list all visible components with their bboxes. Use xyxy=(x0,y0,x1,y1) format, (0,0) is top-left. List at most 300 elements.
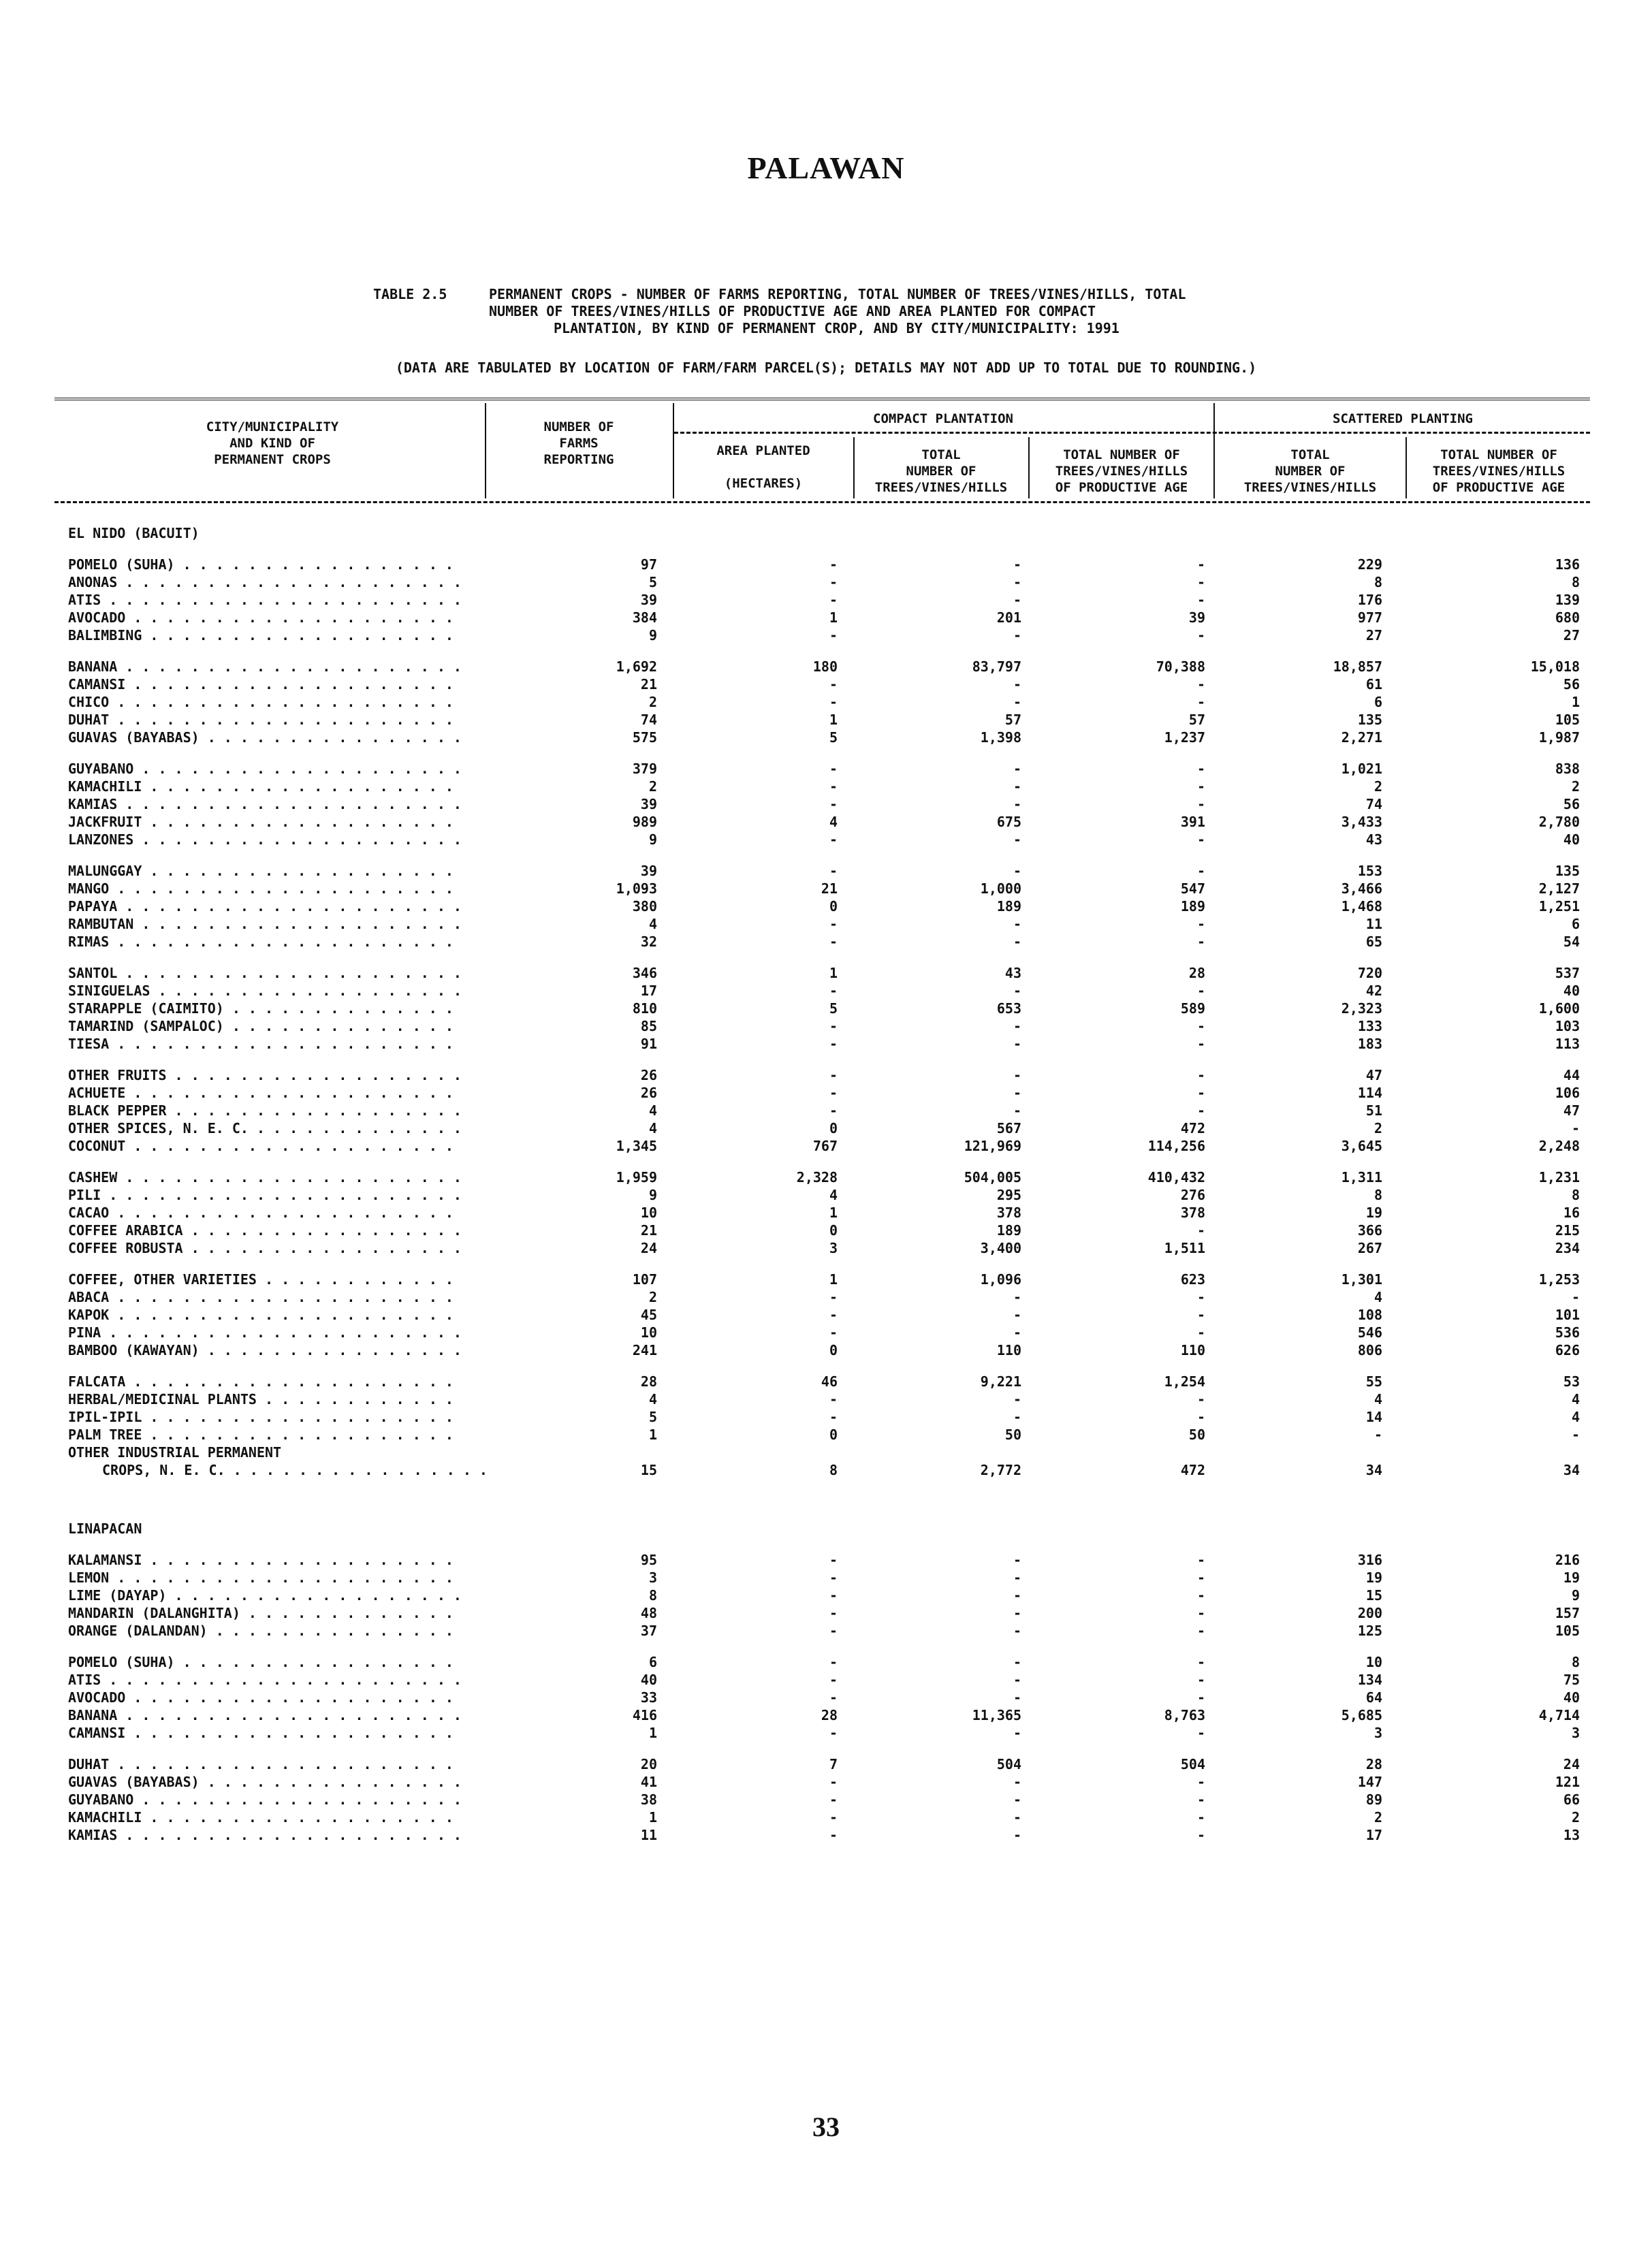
table-cell: 2,328 xyxy=(796,1169,838,1185)
crop-name: PALM TREE . . . xyxy=(68,1426,463,1444)
table-title-line: PERMANENT CROPS - NUMBER OF FARMS REPORTING, TOTAL NUMBER OF TREES/VINES/HILLS, TOTAL xyxy=(489,286,1186,302)
table-cell: - xyxy=(829,556,838,573)
table-cell: - xyxy=(1013,1791,1021,1808)
table-cell: 379 xyxy=(632,761,657,777)
table-cell: 1,251 xyxy=(1538,898,1580,914)
table-cell: 1 xyxy=(829,965,838,981)
table-cell: 3,400 xyxy=(980,1240,1021,1256)
section-name: EL NIDO (BACUIT) xyxy=(68,525,200,541)
table-row xyxy=(0,1000,1652,1017)
header-text: TREES/VINES/HILLS xyxy=(1432,464,1566,479)
table-row xyxy=(0,1119,1652,1137)
table-cell: 15 xyxy=(640,1462,657,1478)
table-cell: 1 xyxy=(829,712,838,728)
table-cell: 215 xyxy=(1555,1222,1580,1239)
table-cell: 74 xyxy=(640,712,657,728)
crop-name: LIME (DAYAP) . . . xyxy=(68,1587,463,1604)
table-cell: 11,365 xyxy=(972,1707,1021,1723)
table-cell: 28 xyxy=(640,1373,657,1390)
table-cell: 37 xyxy=(640,1623,657,1639)
table-cell: 6 xyxy=(1373,694,1382,710)
table-cell: - xyxy=(829,1409,838,1425)
table-cell: - xyxy=(1013,676,1021,692)
table-top-rule xyxy=(54,398,1590,400)
table-cell: 2,323 xyxy=(1341,1000,1382,1017)
header-text: OF PRODUCTIVE AGE xyxy=(1432,480,1566,495)
crop-name: AVOCADO . . . xyxy=(68,1689,463,1706)
header-text: TREES/VINES/HILLS xyxy=(874,480,1008,495)
table-cell: - xyxy=(1013,1036,1021,1052)
table-row xyxy=(0,1808,1652,1826)
table-cell: 537 xyxy=(1555,965,1580,981)
table-cell: 1,692 xyxy=(616,658,657,675)
table-cell: 267 xyxy=(1357,1240,1382,1256)
table-cell: 43 xyxy=(1365,831,1382,848)
table-cell: 806 xyxy=(1357,1342,1382,1358)
crop-name: CHICO . . . xyxy=(68,693,463,711)
crop-name: LANZONES . . . xyxy=(68,831,463,848)
table-cell: 95 xyxy=(640,1552,657,1568)
table-cell: - xyxy=(1013,761,1021,777)
subheader-rule xyxy=(674,432,1590,434)
crop-name: RIMAS . . . xyxy=(68,933,463,951)
table-row xyxy=(0,573,1652,591)
header-text: PERMANENT CROPS xyxy=(214,452,331,467)
table-cell: 8 xyxy=(1571,574,1580,590)
header-col-area xyxy=(674,443,853,492)
table-cell: 1,301 xyxy=(1341,1271,1382,1288)
table-cell: 11 xyxy=(1365,916,1382,932)
table-cell: 4,714 xyxy=(1538,1707,1580,1723)
table-cell: 14 xyxy=(1365,1409,1382,1425)
header-separator xyxy=(485,403,486,498)
table-cell: - xyxy=(1196,1809,1205,1826)
table-cell: 189 xyxy=(1180,898,1205,914)
table-cell: - xyxy=(1196,1289,1205,1305)
table-row xyxy=(0,1373,1652,1390)
table-cell: 8 xyxy=(1571,1187,1580,1203)
table-cell: 1 xyxy=(648,1725,657,1741)
section-row xyxy=(0,1520,1652,1537)
table-cell: - xyxy=(829,983,838,999)
table-cell: 135 xyxy=(1555,863,1580,879)
table-cell: - xyxy=(829,1569,838,1586)
crop-name: CACAO . . . xyxy=(68,1204,463,1222)
crop-name: JACKFRUIT . . . xyxy=(68,813,463,831)
table-cell: - xyxy=(1196,1018,1205,1034)
crop-name: PINA . . . xyxy=(68,1324,463,1341)
table-cell: 89 xyxy=(1365,1791,1382,1808)
row-gap xyxy=(0,1742,1652,1755)
table-cell: 65 xyxy=(1365,934,1382,950)
table-cell: 110 xyxy=(996,1342,1021,1358)
table-cell: 66 xyxy=(1563,1791,1580,1808)
table-row xyxy=(0,1137,1652,1155)
table-row xyxy=(0,1408,1652,1426)
crop-name: KAMIAS . . . xyxy=(68,1826,463,1844)
crop-name: ANONAS . . . xyxy=(68,573,463,591)
table-cell: 21 xyxy=(640,676,657,692)
crop-name: OTHER INDUSTRIAL PERMANENT xyxy=(68,1444,282,1461)
table-cell: 46 xyxy=(821,1373,838,1390)
table-cell: 5 xyxy=(829,1000,838,1017)
table-body xyxy=(0,524,1652,1885)
table-cell: - xyxy=(1013,983,1021,999)
table-cell: 378 xyxy=(1180,1205,1205,1221)
table-cell: - xyxy=(829,1774,838,1790)
table-row xyxy=(0,1689,1652,1706)
table-cell: 234 xyxy=(1555,1240,1580,1256)
table-cell: - xyxy=(829,1791,838,1808)
table-cell: 1 xyxy=(829,1271,838,1288)
table-cell: 13 xyxy=(1563,1827,1580,1843)
table-cell: 48 xyxy=(640,1605,657,1621)
table-cell: 316 xyxy=(1357,1552,1382,1568)
table-cell: - xyxy=(829,1018,838,1034)
crop-name: KALAMANSI . . . xyxy=(68,1551,463,1569)
table-cell: 2,772 xyxy=(980,1462,1021,1478)
header-text: NUMBER OF xyxy=(1275,464,1346,479)
table-row xyxy=(0,1222,1652,1239)
table-cell: 121,969 xyxy=(964,1138,1021,1154)
table-row xyxy=(0,1239,1652,1257)
table-cell: - xyxy=(1013,1809,1021,1826)
table-cell: 989 xyxy=(632,814,657,830)
table-cell: - xyxy=(1196,1605,1205,1621)
table-cell: - xyxy=(1013,1067,1021,1083)
table-cell: 17 xyxy=(640,983,657,999)
table-cell: - xyxy=(1196,796,1205,812)
header-col-compact-total xyxy=(855,447,1028,496)
table-cell: 38 xyxy=(640,1791,657,1808)
table-cell: 1,237 xyxy=(1164,729,1205,746)
table-row xyxy=(0,1186,1652,1204)
table-cell: 15,018 xyxy=(1530,658,1580,675)
table-cell: 50 xyxy=(1188,1427,1205,1443)
table-cell: 1 xyxy=(648,1809,657,1826)
crop-name: TIESA . . . xyxy=(68,1035,463,1053)
table-cell: 1 xyxy=(829,1205,838,1221)
table-title-line: NUMBER OF TREES/VINES/HILLS OF PRODUCTIVE AGE AND AREA PLANTED FOR COMPACT xyxy=(489,303,1096,319)
crop-name: POMELO (SUHA) . . . xyxy=(68,556,463,573)
table-cell: - xyxy=(1013,1605,1021,1621)
crop-name: GUYABANO . . . xyxy=(68,1791,463,1808)
table-cell: 5 xyxy=(829,729,838,746)
table-cell: 8 xyxy=(648,1587,657,1604)
table-cell: 977 xyxy=(1357,609,1382,626)
table-cell: 1,000 xyxy=(980,880,1021,897)
table-cell: 9 xyxy=(648,1187,657,1203)
table-cell: 2 xyxy=(1373,778,1382,795)
table-cell: 55 xyxy=(1365,1373,1382,1390)
crop-name: LEMON . . . xyxy=(68,1569,463,1587)
header-text: TOTAL xyxy=(1290,447,1330,462)
table-cell: 680 xyxy=(1555,609,1580,626)
table-cell: 1,398 xyxy=(980,729,1021,746)
table-cell: 125 xyxy=(1357,1623,1382,1639)
table-cell: 589 xyxy=(1180,1000,1205,1017)
table-row xyxy=(0,1035,1652,1053)
table-cell: 44 xyxy=(1563,1067,1580,1083)
table-cell: - xyxy=(1571,1120,1580,1136)
table-cell: 0 xyxy=(829,1222,838,1239)
table-cell: - xyxy=(829,831,838,848)
table-row xyxy=(0,1791,1652,1808)
table-cell: - xyxy=(1013,1307,1021,1323)
table-cell: - xyxy=(1196,983,1205,999)
table-cell: - xyxy=(1196,1102,1205,1119)
table-cell: 0 xyxy=(829,1427,838,1443)
crop-name: OTHER FRUITS . . . xyxy=(68,1066,463,1084)
table-cell: 547 xyxy=(1180,880,1205,897)
table-cell: - xyxy=(829,778,838,795)
table-cell: 8 xyxy=(1373,1187,1382,1203)
table-row xyxy=(0,591,1652,609)
table-cell: 5,685 xyxy=(1341,1707,1382,1723)
table-row xyxy=(0,1444,1652,1461)
table-cell: 4 xyxy=(648,1120,657,1136)
table-cell: - xyxy=(1196,592,1205,608)
table-cell: 19 xyxy=(1563,1569,1580,1586)
table-cell: 378 xyxy=(996,1205,1021,1221)
table-cell: - xyxy=(829,1036,838,1052)
table-cell: 3 xyxy=(1571,1725,1580,1741)
table-row xyxy=(0,933,1652,951)
table-row xyxy=(0,982,1652,1000)
crop-name: RAMBUTAN . . . xyxy=(68,915,463,933)
table-row xyxy=(0,831,1652,848)
table-cell: 70,388 xyxy=(1156,658,1205,675)
table-cell: 85 xyxy=(640,1018,657,1034)
table-cell: 153 xyxy=(1357,863,1382,879)
table-cell: 108 xyxy=(1357,1307,1382,1323)
table-cell: - xyxy=(1013,1827,1021,1843)
table-row xyxy=(0,1755,1652,1773)
table-cell: - xyxy=(829,1827,838,1843)
crop-name: MANGO . . . xyxy=(68,880,463,897)
crop-name: BANANA . . . xyxy=(68,1706,463,1724)
crop-name: COFFEE, OTHER VARIETIES . . . xyxy=(68,1271,463,1288)
table-cell: 1 xyxy=(648,1427,657,1443)
table-cell: - xyxy=(829,1725,838,1741)
table-cell: 113 xyxy=(1555,1036,1580,1052)
table-cell: 20 xyxy=(640,1756,657,1772)
header-col-municipality xyxy=(102,419,443,468)
row-gap xyxy=(0,1640,1652,1653)
table-row xyxy=(0,556,1652,573)
table-cell: - xyxy=(1013,574,1021,590)
table-cell: 472 xyxy=(1180,1462,1205,1478)
table-cell: - xyxy=(829,1623,838,1639)
table-row xyxy=(0,1706,1652,1724)
crop-name: POMELO (SUHA) . . . xyxy=(68,1653,463,1671)
table-cell: - xyxy=(1013,831,1021,848)
header-text: REPORTING xyxy=(543,452,614,467)
table-cell: 45 xyxy=(640,1307,657,1323)
table-cell: 2 xyxy=(648,694,657,710)
crop-name: CASHEW . . . xyxy=(68,1168,463,1186)
table-cell: 567 xyxy=(996,1120,1021,1136)
table-cell: 19 xyxy=(1365,1205,1382,1221)
table-cell: 105 xyxy=(1555,712,1580,728)
table-cell: 10 xyxy=(640,1324,657,1341)
table-cell: - xyxy=(829,1289,838,1305)
table-cell: - xyxy=(1196,1725,1205,1741)
table-cell: 105 xyxy=(1555,1623,1580,1639)
table-cell: 114,256 xyxy=(1147,1138,1205,1154)
header-col-farms xyxy=(487,419,671,468)
table-cell: - xyxy=(829,1689,838,1706)
table-row xyxy=(0,795,1652,813)
table-cell: - xyxy=(1196,863,1205,879)
table-cell: - xyxy=(829,1552,838,1568)
table-cell: 51 xyxy=(1365,1102,1382,1119)
crop-name: STARAPPLE (CAIMITO) . . . xyxy=(68,1000,463,1017)
table-cell: 34 xyxy=(1365,1462,1382,1478)
table-cell: 416 xyxy=(632,1707,657,1723)
table-cell: - xyxy=(1013,556,1021,573)
table-cell: 34 xyxy=(1563,1462,1580,1478)
table-cell: 3,466 xyxy=(1341,880,1382,897)
table-cell: - xyxy=(829,916,838,932)
table-cell: - xyxy=(1196,556,1205,573)
table-cell: 2 xyxy=(1571,1809,1580,1826)
table-cell: 121 xyxy=(1555,1774,1580,1790)
table-cell: 103 xyxy=(1555,1018,1580,1034)
table-cell: 7 xyxy=(829,1756,838,1772)
table-cell: 346 xyxy=(632,965,657,981)
header-col-scattered-productive xyxy=(1407,447,1591,496)
table-cell: - xyxy=(1013,1654,1021,1670)
table-row xyxy=(0,1288,1652,1306)
table-cell: 107 xyxy=(632,1271,657,1288)
table-cell: 1,345 xyxy=(616,1138,657,1154)
table-cell: 91 xyxy=(640,1036,657,1052)
header-text: NUMBER OF xyxy=(543,419,614,434)
table-cell: 8,763 xyxy=(1164,1707,1205,1723)
table-cell: 17 xyxy=(1365,1827,1382,1843)
table-cell: 56 xyxy=(1563,676,1580,692)
table-row xyxy=(0,760,1652,778)
table-cell: 410,432 xyxy=(1147,1169,1205,1185)
table-row xyxy=(0,609,1652,626)
table-cell: - xyxy=(1196,1623,1205,1639)
table-cell: 767 xyxy=(812,1138,838,1154)
row-gap xyxy=(0,1359,1652,1373)
header-bottom-rule xyxy=(54,501,1590,503)
table-cell: - xyxy=(1013,1409,1021,1425)
table-cell: 2 xyxy=(648,1289,657,1305)
table-cell: 504 xyxy=(1180,1756,1205,1772)
table-row xyxy=(0,897,1652,915)
table-cell: 41 xyxy=(640,1774,657,1790)
table-cell: 97 xyxy=(640,556,657,573)
table-cell: 1,096 xyxy=(980,1271,1021,1288)
table-row xyxy=(0,1551,1652,1569)
table-cell: 39 xyxy=(640,796,657,812)
table-cell: 2,248 xyxy=(1538,1138,1580,1154)
table-cell: 27 xyxy=(1365,627,1382,643)
table-cell: 136 xyxy=(1555,556,1580,573)
table-cell: 33 xyxy=(640,1689,657,1706)
header-text: CITY/MUNICIPALITY xyxy=(206,419,339,434)
table-title-line: PLANTATION, BY KIND OF PERMANENT CROP, AND BY CITY/MUNICIPALITY: 1991 xyxy=(554,320,1119,336)
table-cell: 1,021 xyxy=(1341,761,1382,777)
table-cell: 8 xyxy=(1373,574,1382,590)
crop-name: SINIGUELAS . . . xyxy=(68,982,463,1000)
table-cell: 4 xyxy=(648,1391,657,1407)
table-cell: 391 xyxy=(1180,814,1205,830)
table-cell: 1,253 xyxy=(1538,1271,1580,1288)
table-cell: - xyxy=(1196,1036,1205,1052)
crop-name: PILI . . . xyxy=(68,1186,463,1204)
table-cell: - xyxy=(829,1102,838,1119)
table-cell: - xyxy=(1013,1102,1021,1119)
table-cell: 42 xyxy=(1365,983,1382,999)
table-cell: 0 xyxy=(829,898,838,914)
table-cell: - xyxy=(1013,916,1021,932)
table-cell: - xyxy=(1196,627,1205,643)
table-cell: 5 xyxy=(648,574,657,590)
header-col-scattered-total xyxy=(1215,447,1405,496)
table-cell: - xyxy=(1013,1289,1021,1305)
table-cell: - xyxy=(829,1391,838,1407)
crop-name: MANDARIN (DALANGHITA) . . . xyxy=(68,1604,463,1622)
table-cell: 2,271 xyxy=(1341,729,1382,746)
table-cell: 183 xyxy=(1357,1036,1382,1052)
table-row xyxy=(0,729,1652,746)
table-cell: 4 xyxy=(1571,1391,1580,1407)
table-cell: 15 xyxy=(1365,1587,1382,1604)
table-cell: - xyxy=(829,863,838,879)
crop-name: OTHER SPICES, N. E. C. . . . xyxy=(68,1119,463,1137)
table-cell: - xyxy=(829,574,838,590)
table-cell: 57 xyxy=(1004,712,1021,728)
table-row xyxy=(0,1017,1652,1035)
table-cell: - xyxy=(1013,627,1021,643)
table-cell: 3 xyxy=(1373,1725,1382,1741)
table-cell: - xyxy=(1196,1654,1205,1670)
table-cell: 229 xyxy=(1357,556,1382,573)
table-cell: 21 xyxy=(640,1222,657,1239)
table-cell: - xyxy=(1196,1324,1205,1341)
table-cell: 2 xyxy=(648,778,657,795)
table-cell: 110 xyxy=(1180,1342,1205,1358)
table-cell: - xyxy=(1196,1222,1205,1239)
crop-name: PAPAYA . . . xyxy=(68,897,463,915)
table-cell: 575 xyxy=(632,729,657,746)
table-cell: - xyxy=(1013,1774,1021,1790)
table-cell: 28 xyxy=(1365,1756,1382,1772)
table-row xyxy=(0,1066,1652,1084)
table-cell: 216 xyxy=(1555,1552,1580,1568)
row-gap xyxy=(0,1871,1652,1885)
table-cell: 135 xyxy=(1357,712,1382,728)
table-row xyxy=(0,1826,1652,1844)
table-row xyxy=(0,1461,1652,1479)
table-cell: 28 xyxy=(821,1707,838,1723)
table-row xyxy=(0,813,1652,831)
table-cell: 176 xyxy=(1357,592,1382,608)
table-cell: - xyxy=(829,1672,838,1688)
section-row xyxy=(0,524,1652,542)
table-row xyxy=(0,1390,1652,1408)
table-cell: - xyxy=(1196,916,1205,932)
table-cell: 106 xyxy=(1555,1085,1580,1101)
table-cell: 1,311 xyxy=(1341,1169,1382,1185)
crop-name: KAPOK . . . xyxy=(68,1306,463,1324)
table-row xyxy=(0,1324,1652,1341)
